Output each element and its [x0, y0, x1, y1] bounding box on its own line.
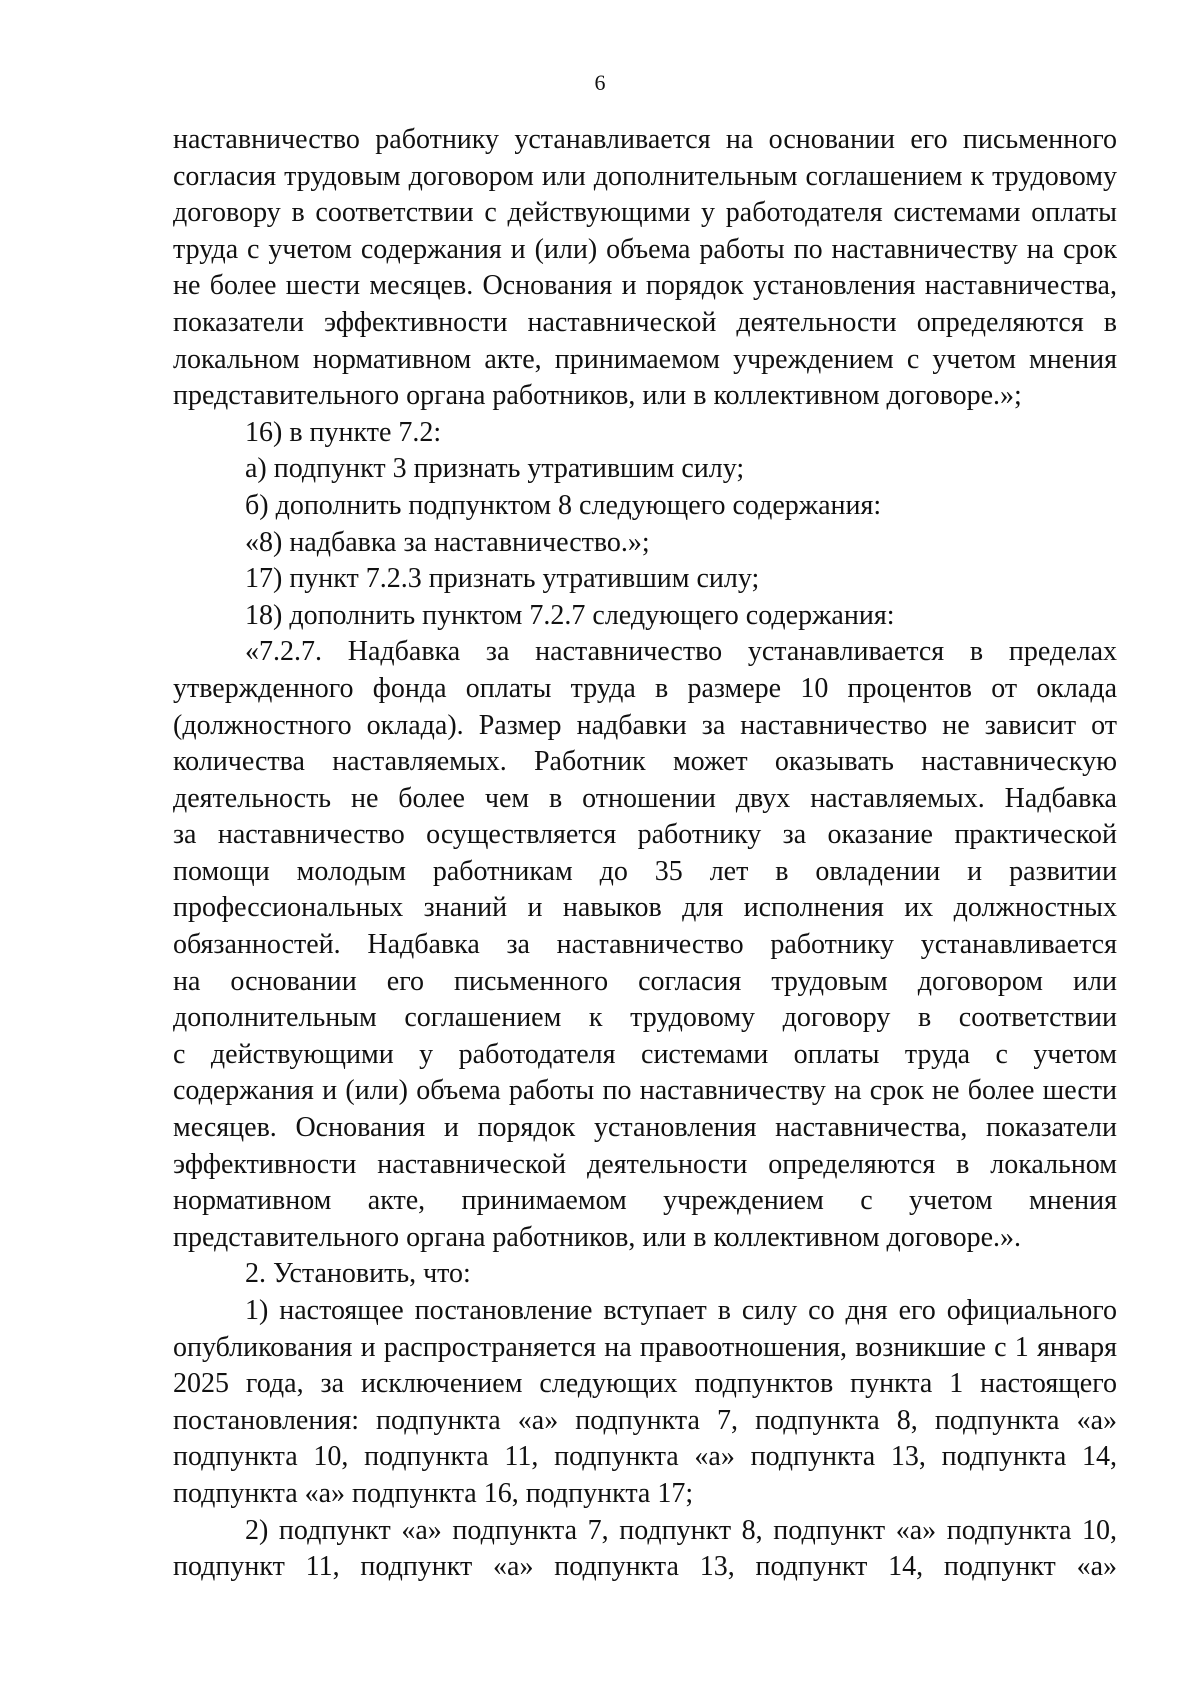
- text-line: «7.2.7. Надбавка за наставничество устанавливается в пределах: [245, 636, 1117, 668]
- text-line: деятельность не более чем в отношении двух наставляемых. Надбавка: [173, 782, 1117, 814]
- text-line: представительного органа работников, или в коллективном договоре.»;: [173, 380, 1022, 412]
- text-line: 18) дополнить пунктом 7.2.7 следующего содержания:: [245, 599, 895, 631]
- text-line: за наставничество осуществляется работнику за оказание практической: [173, 819, 1117, 851]
- text-line: нормативном акте, принимаемом учреждением с учетом мнения: [173, 1185, 1117, 1217]
- text-line: 1) настоящее постановление вступает в силу со дня его официального: [245, 1295, 1117, 1326]
- page-number: 6: [594, 70, 606, 95]
- text-line: содержания и (или) объема работы по наставничеству на срок не более шести: [173, 1075, 1117, 1107]
- text-line: с действующими у работодателя системами оплаты труда с учетом: [173, 1038, 1117, 1070]
- text-line: подпункт 11, подпункт «а» подпункта 13, подпункт 14, подпункт «а»: [173, 1551, 1117, 1583]
- text-line: на основании его письменного согласия трудовым договором или: [173, 965, 1117, 997]
- text-line: помощи молодым работникам до 35 лет в овладении и развитии: [173, 855, 1117, 887]
- text-line: а) подпункт 3 признать утратившим силу;: [245, 453, 745, 485]
- text-line: согласия трудовым договором или дополнительным соглашением к трудовому: [173, 160, 1117, 192]
- text-line: наставничество работнику устанавливается на основании его письменного: [173, 124, 1117, 155]
- text-line: договору в соответствии с действующими у работодателя системами оплаты: [173, 197, 1117, 229]
- text-line: подпункта «а» подпункта 16, подпункта 17;: [173, 1477, 694, 1509]
- text-line: профессиональных знаний и навыков для исполнения их должностных: [173, 892, 1117, 924]
- text-line: подпункта 10, подпункта 11, подпункта «а» подпункта 13, подпункта 14,: [173, 1441, 1117, 1473]
- text-line: количества наставляемых. Работник может оказывать наставническую: [173, 746, 1117, 778]
- text-line: локальном нормативном акте, принимаемом учреждением с учетом мнения: [173, 343, 1117, 375]
- text-line: 17) пункт 7.2.3 признать утратившим силу;: [245, 563, 760, 595]
- text-line: постановления: подпункта «а» подпункта 7, подпункта 8, подпункта «а»: [173, 1404, 1117, 1436]
- text-line: показатели эффективности наставнической деятельности определяются в: [173, 306, 1117, 338]
- text-line: утвержденного фонда оплаты труда в размере 10 процентов от оклада: [173, 672, 1117, 704]
- text-line: труда с учетом содержания и (или) объема работы по наставничеству на срок: [173, 233, 1117, 265]
- text-line: обязанностей. Надбавка за наставничество работнику устанавливается: [173, 929, 1117, 961]
- document-body: [173, 122, 1117, 1586]
- text-line: не более шести месяцев. Основания и порядок установления наставничества,: [173, 270, 1117, 302]
- text-line: дополнительным соглашением к трудовому договору в соответствии: [173, 1002, 1117, 1034]
- text-line: б) дополнить подпунктом 8 следующего содержания:: [245, 489, 882, 521]
- text-line: 16) в пункте 7.2:: [245, 416, 442, 448]
- text-line: 2) подпункт «а» подпункта 7, подпункт 8, подпункт «а» подпункта 10,: [245, 1514, 1117, 1546]
- text-line: опубликования и распространяется на правоотношения, возникшие с 1 января: [173, 1331, 1117, 1363]
- text-line: (должностного оклада). Размер надбавки за наставничество не зависит от: [173, 709, 1117, 741]
- text-line: 2. Установить, что:: [245, 1258, 471, 1290]
- text-line: месяцев. Основания и порядок установления наставничества, показатели: [173, 1112, 1117, 1144]
- text-line: эффективности наставнической деятельности определяются в локальном: [173, 1148, 1117, 1180]
- text-line: представительного органа работников, или в коллективном договоре.».: [173, 1221, 1022, 1253]
- text-line: «8) надбавка за наставничество.»;: [245, 526, 650, 558]
- text-line: 2025 года, за исключением следующих подпунктов пункта 1 настоящего: [173, 1368, 1117, 1400]
